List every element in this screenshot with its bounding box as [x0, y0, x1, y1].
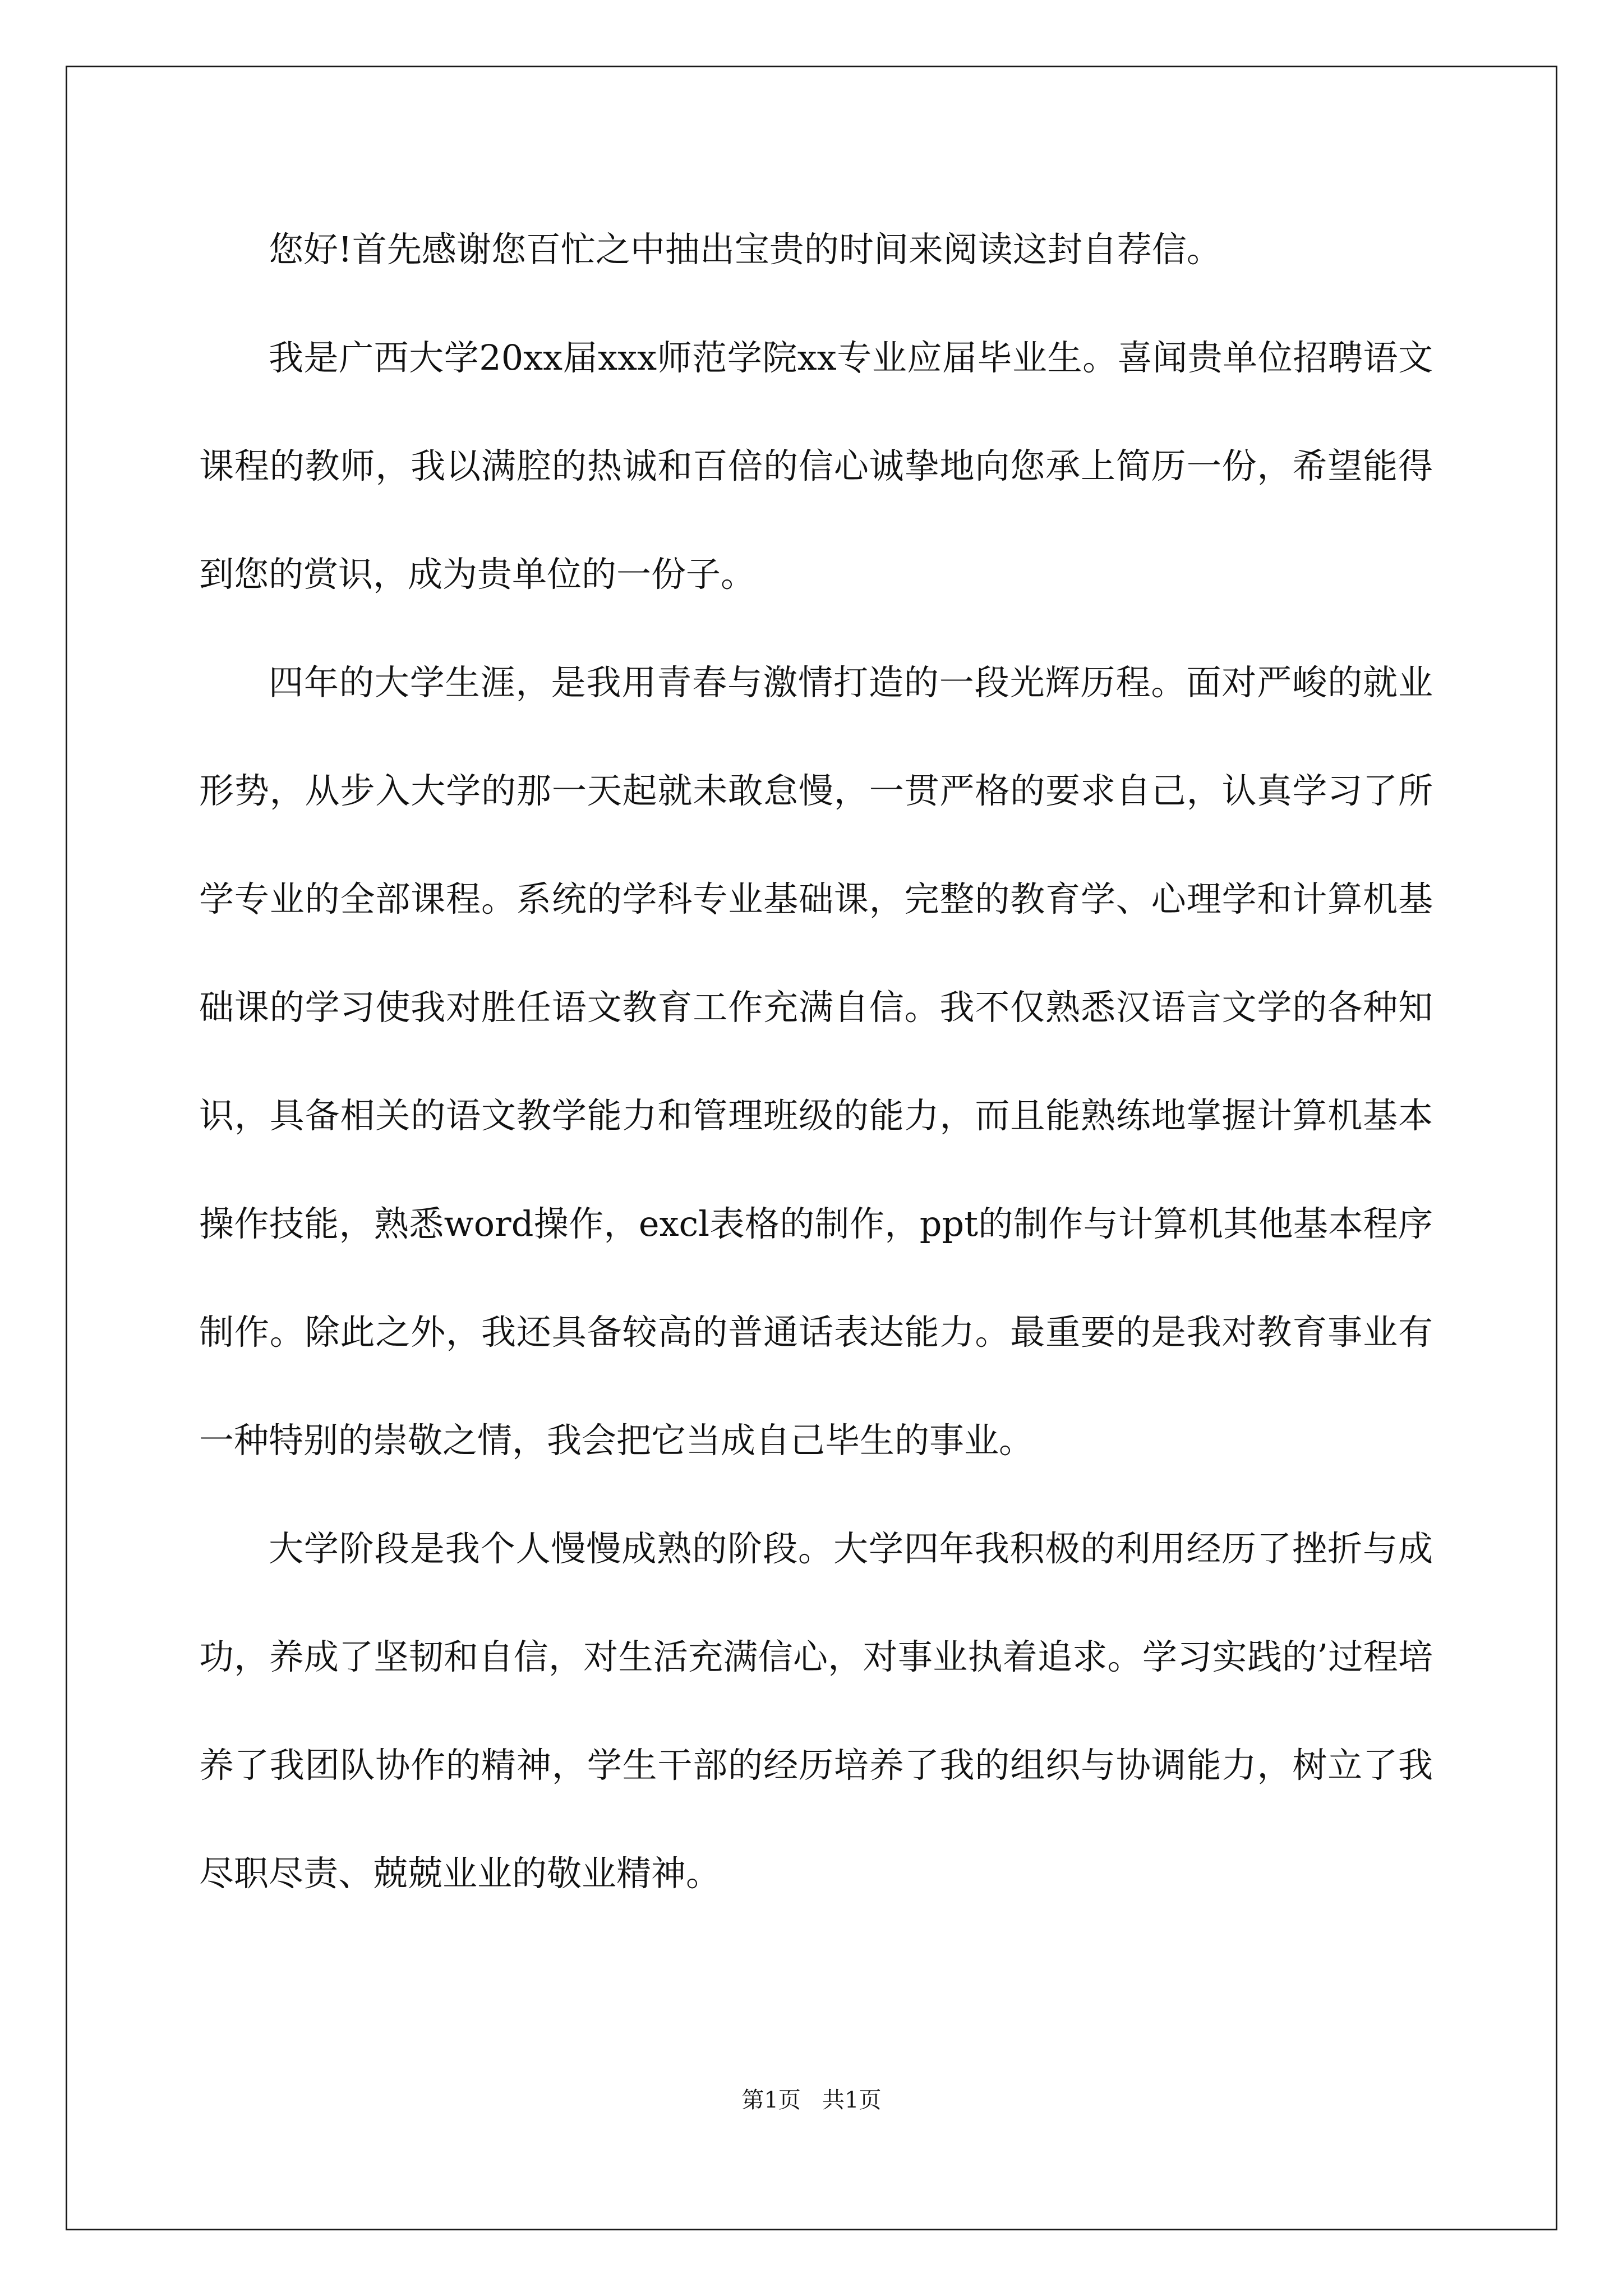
paragraph-introduction: 我是广西大学20xx届xxx师范学院xx专业应届毕业生。喜闻贵单位招聘语文课程的教师，我以满腔的热诚和百倍的信心诚挚地向您承上简历一份，希望能得到您的赏识，成为贵单位的一份子。	[199, 337, 1433, 595]
paragraph-greeting: 您好!首先感谢您百忙之中抽出宝贵的时间来阅读这封自荐信。	[269, 229, 1221, 270]
paragraph-personal-growth: 大学阶段是我个人慢慢成熟的阶段。大学四年我积极的利用经历了挫折与成功，养成了坚韧和自信，对生活充满信心，对事业执着追求。学习实践的’过程培养了我团队协作的精神，学生干部的经历培养了我的组织与协调能力，树立了我尽职尽责、兢兢业业的敬业精神。	[199, 1528, 1433, 1894]
page-number-footer: 第1页 共1页	[741, 2087, 882, 2113]
paragraph-university-study: 四年的大学生涯，是我用青春与激情打造的一段光辉历程。面对严峻的就业形势，从步入大学的那一天起就未敢怠慢，一贯严格的要求自己，认真学习了所学专业的全部课程。系统的学科专业基础课，完整的教育学、心理学和计算机基础课的学习使我对胜任语文教育工作充满自信。我不仅熟悉汉语言文学的各种知识，具备相关的语文教学能力和管理班级的能力，而且能熟练地掌握计算机基本操作技能，熟悉word操作，excl表格的制作，ppt的制作与计算机其他基本程序制作。除此之外，我还具备较高的普通话表达能力。最重要的是我对教育事业有一种特别的崇敬之情，我会把它当成自己毕生的事业。	[199, 662, 1433, 1461]
letter-body	[199, 195, 1433, 1927]
